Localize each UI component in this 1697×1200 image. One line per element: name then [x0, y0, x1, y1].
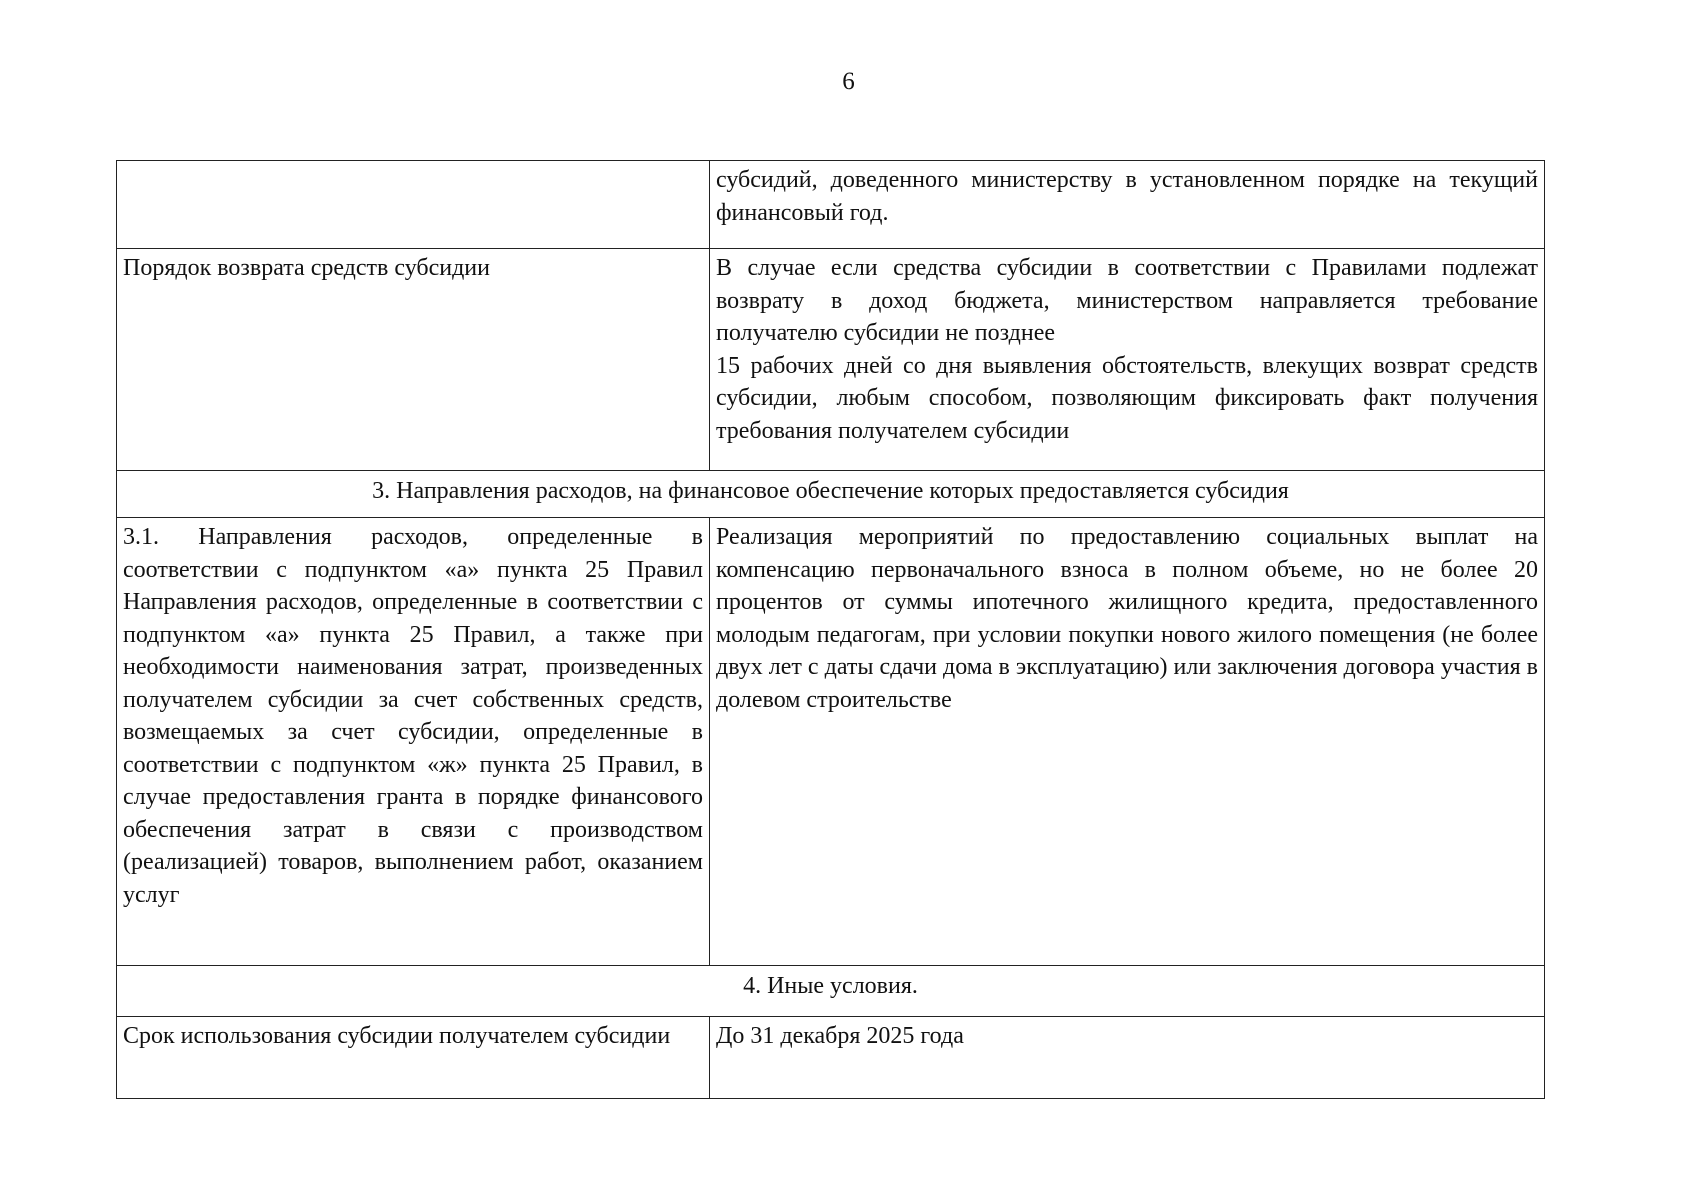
- usage-term-value-cell: [710, 1017, 1545, 1099]
- usage-term-value: До 31 декабря 2025 года: [716, 1023, 964, 1049]
- return-procedure-text-cell: [710, 249, 1545, 471]
- conditions-table: [116, 160, 1545, 1099]
- table-row-3-1: [117, 518, 1545, 966]
- row-3-1-label-cell: [117, 518, 710, 966]
- return-procedure-label: Порядок возврата средств субсидии: [123, 255, 490, 281]
- table-row-continuation: [117, 161, 1545, 249]
- return-procedure-text-part-1: В случае если средства субсидии в соответствии с Правилами подлежат возврату в доход бюджета, министерством направляется требование получателю субсидии не позднее: [716, 255, 1538, 346]
- page-number: 6: [842, 68, 855, 95]
- return-procedure-text-part-2: 15 рабочих дней со дня выявления обстоятельств, влекущих возврат средств субсидии, любым способом, позволяющим фиксировать факт получения требования получателем субсидии: [716, 352, 1538, 444]
- table-row-return-procedure: [117, 249, 1545, 471]
- section-3-title: 3. Направления расходов, на финансовое обеспечение которых предоставляется субсидия: [372, 478, 1289, 504]
- section-3-title-cell: [117, 471, 1545, 518]
- section-4-header-row: [117, 966, 1545, 1017]
- section-4-title: 4. Иные условия.: [743, 973, 918, 999]
- row-continuation-right-text: субсидий, доведенного министерству в установленном порядке на текущий финансовый год.: [716, 167, 1538, 226]
- usage-term-label: Срок использования субсидии получателем субсидии: [123, 1023, 671, 1049]
- section-4-title-cell: [117, 966, 1545, 1017]
- return-procedure-label-cell: [117, 249, 710, 471]
- usage-term-label-cell: [117, 1017, 710, 1099]
- row-3-1-label: 3.1. Направления расходов, определенные в соответствии с подпунктом «а» пункта 25 Правил Направления расходов, определенные в соответствии с подпунктом «а» пункта 25 Правил, а также при необходимости наименования затрат, произведенных получателем субсидии за счет собственных средств, возмещаемых за счет субсидии, определенные в соответствии с подпунктом «ж» пункта 25 Правил, в случае предоставления гранта в порядке финансового обеспечения затрат в связи с производством (реализацией) товаров, выполнением работ, оказанием услуг: [123, 524, 703, 908]
- row-continuation-right-cell: [710, 161, 1545, 249]
- row-3-1-text-cell: [710, 518, 1545, 966]
- section-3-header-row: [117, 471, 1545, 518]
- table-row-usage-term: [117, 1017, 1545, 1099]
- row-continuation-left-cell: [117, 161, 710, 249]
- row-3-1-text: Реализация мероприятий по предоставлению социальных выплат на компенсацию первоначального взноса в полном объеме, но не более 20 процентов от суммы ипотечного жилищного кредита, предоставленного молодым педагогам, при условии покупки нового жилого помещения (не более двух лет с даты сдачи дома в эксплуатацию) или заключения договора участия в долевом строительстве: [716, 524, 1538, 713]
